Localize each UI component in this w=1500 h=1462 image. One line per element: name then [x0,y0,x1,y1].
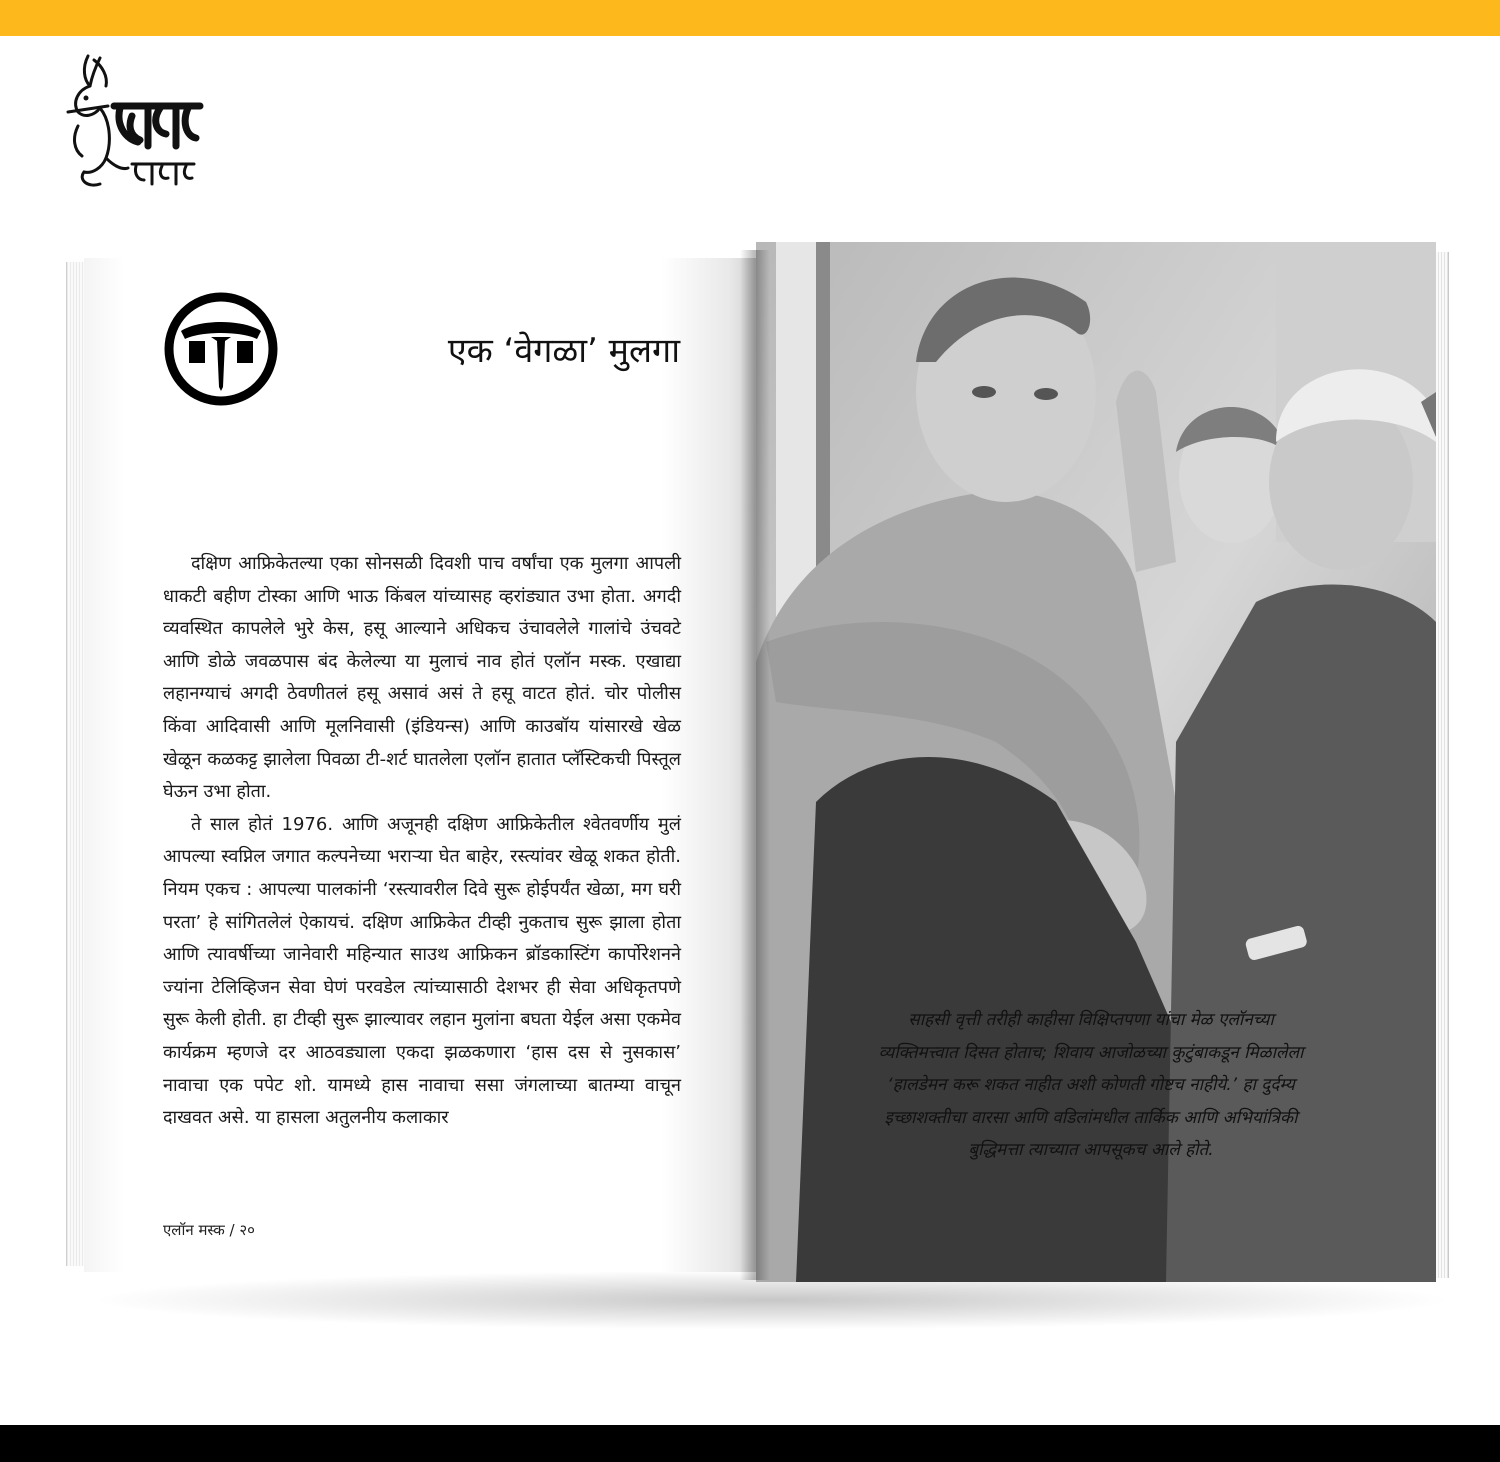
tesla-emblem-icon [163,291,279,407]
bottom-bar [0,1425,1500,1462]
chapter-title: एक ‘वेगळा’ मुलगा [447,331,680,371]
page-footer: एलॉन मस्क / २० [163,1221,255,1239]
top-accent-bar [0,0,1500,36]
paragraph: दक्षिण आफ्रिकेतल्या एका सोनसळी दिवशी पाच वर्षांचा एक मुलगा आपली धाकटी बहीण टोस्का आणि भाऊ किंबल यांच्यासह व्हरांड्यात उभा होता. अगदी व्यवस्थित कापलेले भुरे केस, हसू आल्याने अधिकच उंचावलेले गालांचे उंचवटे आणि डोळे जवळपास बंद केलेल्या या मुलाचं नाव होतं एलॉन मस्क. एखाद्या लहानग्याचं अगदी ठेवणीतलं हसू असावं असं ते हसू वाटत होतं. चोर पोलीस किंवा आदिवासी आणि मूलनिवासी (इंडियन्स) आणि काउबॉय यांसारखे खेळ खेळून कळकट्ट झालेला पिवळा टी-शर्ट घातलेला एलॉन हातात प्लॅस्टिकची पिस्तूल घेऊन उभा होता. [163,553,681,803]
right-page [756,242,1436,1282]
paragraph: ते साल होतं 1976. आणि अजूनही दक्षिण आफ्रिकेतील श्वेतवर्णीय मुलं आपल्या स्वप्निल जगात कल्पनेच्या भराऱ्या घेत बाहेर, रस्त्यांवर खेळू शकत होती. नियम एकच : आपल्या पालकांनी ‘रस्त्यावरील दिवे सुरू होईपर्यंत खेळा, मग घरी परता’ हे सांगितलेलं ऐकायचं. दक्षिण आफ्रिकेत टीव्ही नुकताच सुरू झाला होता आणि त्यावर्षीच्या जानेवारी महिन्यात साउथ आफ्रिकन ब्रॉडकास्टिंग कार्पोरेशनने ज्यांना टेलिव्हिजन सेवा घेणं परवडेल त्यांच्यासाठी देशभर ही सेवा अधिकृतपणे सुरू केली होती. हा टीव्ही सुरू झाल्यावर लहान मुलांना बघता येईल असा एकमेव कार्यक्रम म्हणजे दर आठवड्याला एकदा झळकणारा ‘हास दस से नुसकास’ नावाचा एक पपेट शो. यामध्ये हास नावाचा ससा जंगलाच्या बातम्या वाचून दाखवत असे. या हासला अतुलनीय कलाकार [163,813,681,1129]
chapter-body [163,548,681,1135]
rabbit-logo-icon [48,46,208,196]
book-gutter [740,250,770,1280]
photo-caption: साहसी वृत्ती तरीही काहीसा विक्षिप्तपणा यांचा मेळ एलॉनच्या व्यक्तिमत्त्वात दिसत होताच; शिवाय आजोळच्या कुटुंबाकडून मिळालेला ‘हालडेमन करू शकत नाहीत अशी कोणती गोष्टच नाहीये.’ हा दुर्दम्य इच्छाशक्तीचा वारसा आणि वडिलांमधील तार्किक आणि अभियांत्रिकी बुद्धिमत्ता त्याच्यात आपसूकच आले होते. [878,1010,1304,1160]
publisher-logo [48,46,208,196]
